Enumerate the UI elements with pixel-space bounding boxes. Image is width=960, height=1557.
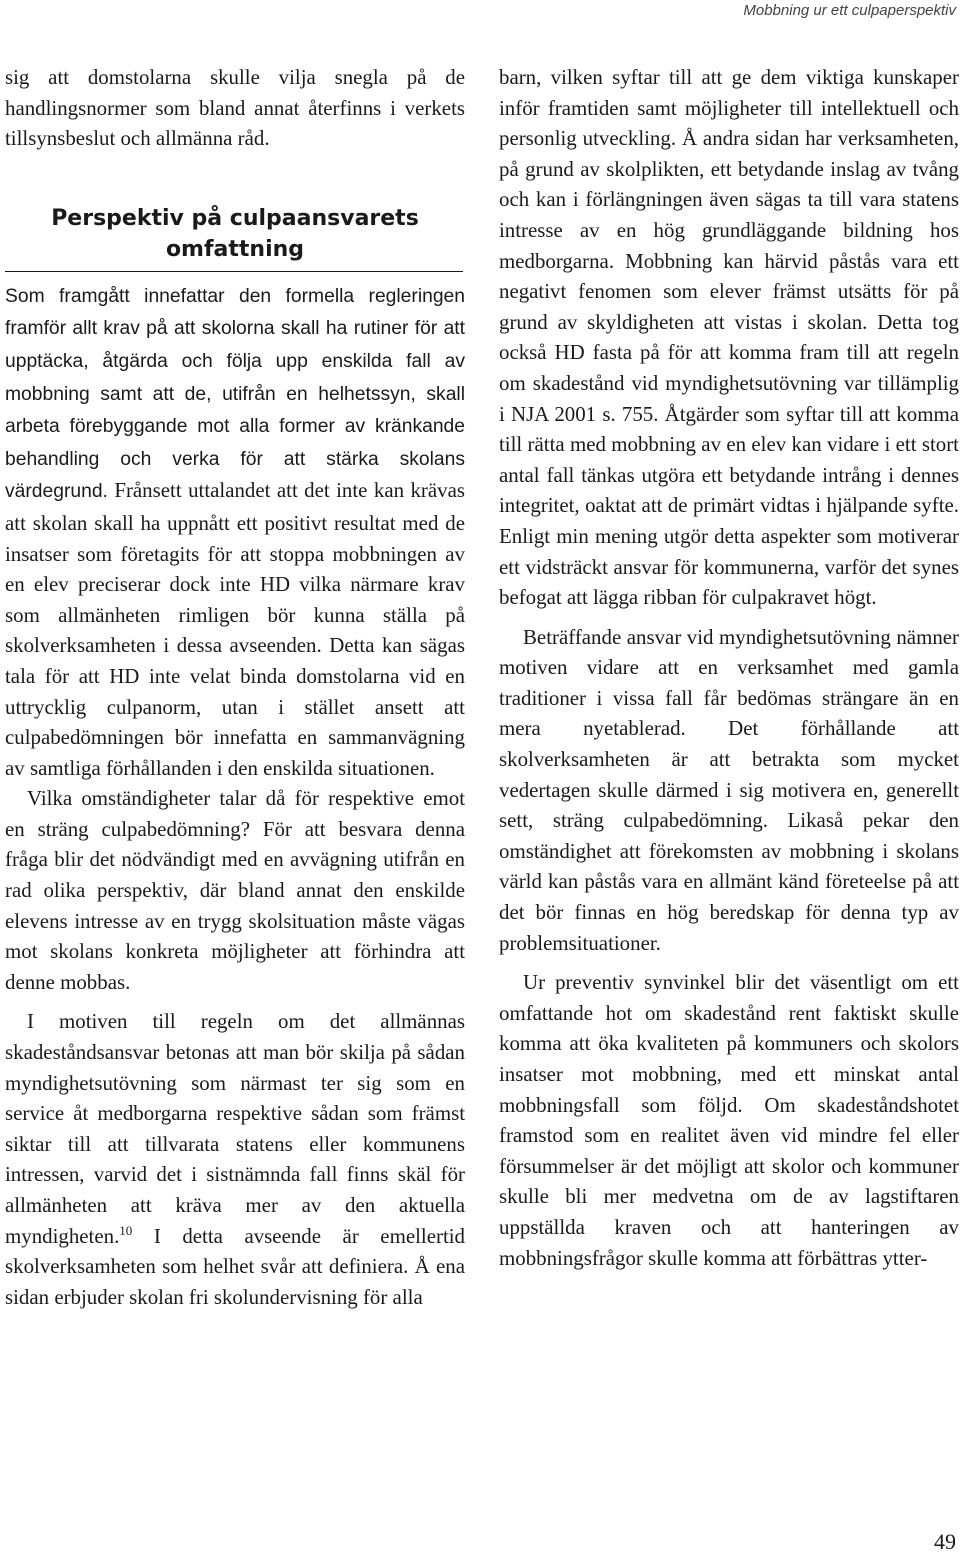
left-paragraph-4a: I motiven till regeln om det allmännas skadeståndsansvar betonas att man bör skilja på sådan myndighetsutövning som närmast ter sig som en service åt medborgarna respektive sådan som främst siktar till att tillvarata statens eller kommunens intressen, varvid det i sistnämnda fall finns skäl för allmänheten att kräva mer av den aktuella myndigheten. <box>5 1009 465 1248</box>
section-heading-line-2: omfattning <box>165 236 305 262</box>
left-paragraph-4 <box>5 1006 465 1312</box>
left-paragraph-2 <box>5 280 465 784</box>
page-number: 49 <box>934 1529 956 1554</box>
footnote-reference: 10 <box>119 1222 133 1238</box>
right-paragraph-1: barn, vilken syftar till att ge dem viktiga kunskaper inför framtiden samt möjligheter till intellektuell och personlig utveckling. Å andra sidan har verksamheten, på grund av skolplikten, ett betydande inslag av tvång och kan i förlängningen även sägas ta till vara statens intresse av en hög grundläggande bildning hos medborgarna. Mobbning kan härvid påstås vara ett negativt fenomen som elever främst utsätts för på grund av skyldigheten att vistas i skolan. Detta tog också HD fasta på för att komma fram till att regeln om skadestånd vid myndighetsutövning var tillämplig i NJA 2001 s. 755. Åtgärder som syftar till att komma till rätta med mobbning av en elev kan vidare i ett stort antal fall tänkas utgöra ett betydande intrång i dennes integritet, oaktat att de primärt vidtas i hjälpande syfte. Enligt min mening utgör detta aspekter som motiverar ett vidsträckt ansvar för kommunerna, varför det synes befogat att lägga ribban för culpakravet högt. <box>499 65 959 610</box>
left-paragraph-3: Vilka omständigheter talar då för respektive emot en sträng culpabedömning? För att besvara denna fråga blir det nödvändigt med en avvägning utifrån en rad olika perspektiv, där bland annat den enskilde elevens intresse av en trygg skolsituation måste vägas mot skolans konkreta möjligheter att förhindra att denne mobbas. <box>5 786 465 994</box>
left-paragraph-2-sans: Som framgått innefattar den formella regleringen framför allt krav på att skolorna skall ha rutiner för att upptäcka, åtgärda och följa upp enskilda fall av mobbning samt att de, utifrån en helhetssyn, skall arbeta förebyggande mot alla former av kränkande behandling och verka för att stärka skolans värdegrund. <box>5 285 465 503</box>
running-header: Mobbning ur ett culpaperspektiv <box>743 2 956 19</box>
left-paragraph-2-serif: Frånsett uttalandet att det inte kan krävas att skolan skall ha uppnått ett positivt resultat med de insatser som företagits för att stoppa mobbningen av en elev preciserar dock inte HD vilka närmare krav som allmänheten rimligen bör kunna ställa på skolverksamheten i dessa avseenden. Detta kan sägas tala för att HD inte velat binda domstolarna vid en uttrycklig culpanorm, utan i stället ansett att culpabedömningen bör innefatta en sammanvägning av samtliga förhållanden i den enskilda situationen. <box>5 478 465 780</box>
right-column <box>499 62 959 1273</box>
right-paragraph-3: Ur preventiv synvinkel blir det väsentligt om ett omfattande hot om skadestånd rent faktiskt skulle komma att öka kvaliteten på kommuners och skolors insatser mot mobbning, med ett minskat antal mobbningsfall som följd. Om skadeståndshotet framstod som en realitet även vid mindre fel eller försummelser är det möjligt att skolor och kommuner skulle bli mer medvetna om de av lagstiftaren uppställda kraven och att hanteringen av mobbningsfrågor skulle komma att förbättras ytter- <box>499 970 959 1270</box>
left-paragraph-1: sig att domstolarna skulle vilja snegla på de handlingsnormer som bland annat återfinns i verkets tillsynsbeslut och allmänna råd. <box>5 65 465 151</box>
section-heading-line-1: Perspektiv på culpaansvarets <box>51 205 419 231</box>
section-heading <box>5 203 465 265</box>
heading-rule <box>5 271 463 272</box>
right-paragraph-2: Beträffande ansvar vid myndighetsutövning nämner motiven vidare att en verksamhet med gamla traditioner i vissa fall får bedömas strängare än en mera nyetablerad. Det förhållande att skolverksamheten är att betrakta som mycket vedertagen skulle därmed i sig motivera en, generellt sett, sträng culpabedömning. Likaså pekar den omständighet att förekomsten av mobbning i skolans värld kan påstås vara en allmänt känd företeelse på att det bör finnas en hög beredskap för denna typ av problemsituationer. <box>499 624 959 955</box>
left-column <box>5 62 465 1312</box>
left-paragraph-4b: I detta avseende är emellertid skolverksamheten som helhet svår att definiera. Å ena sidan erbjuder skolan fri skolundervisning för alla <box>5 1223 465 1309</box>
